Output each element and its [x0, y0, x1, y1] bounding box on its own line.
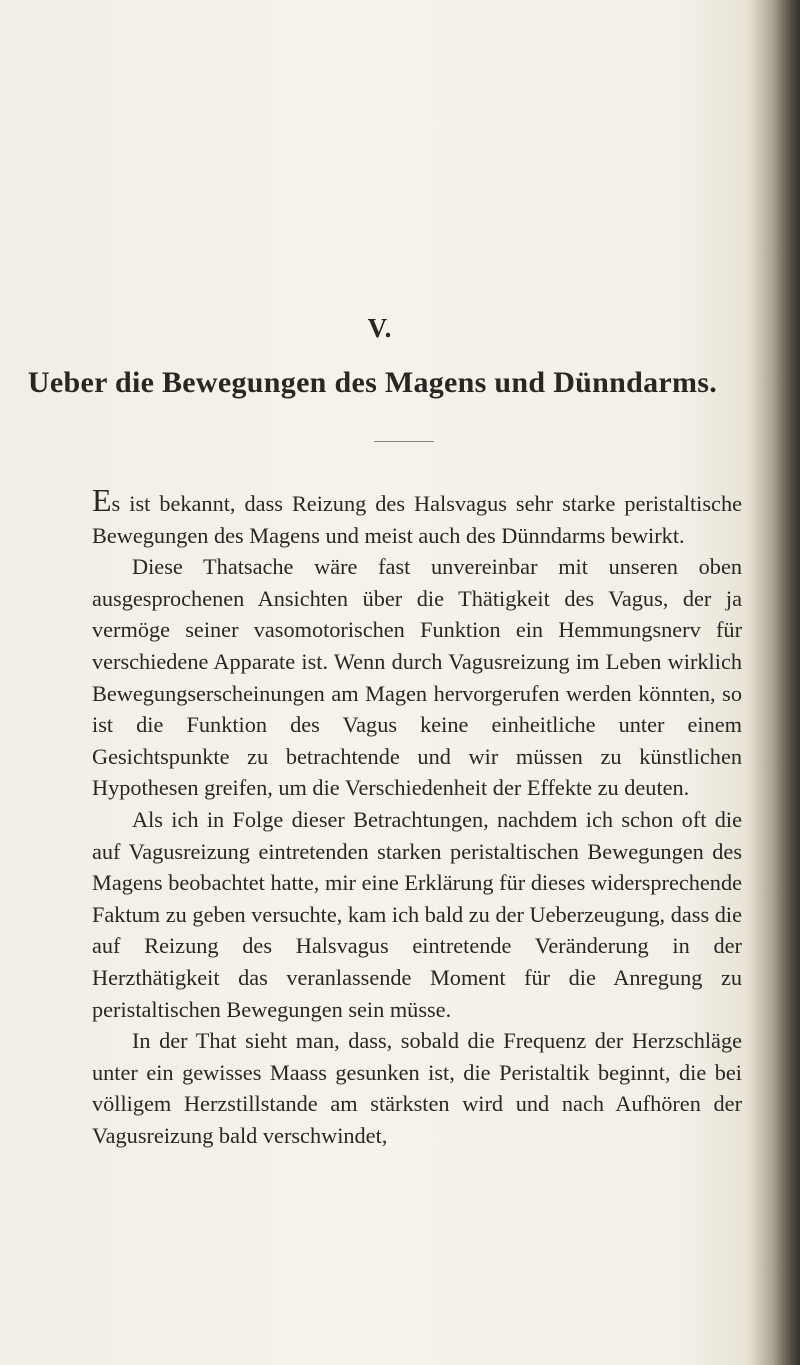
- paragraph-1-text: s ist bekannt, dass Reizung des Halsvagus sehr starke peristaltische Bewegungen des Magens und meist auch des Dünndarms bewirkt.: [92, 491, 742, 548]
- paragraph-2: Diese Thatsache wäre fast unvereinbar mit unseren oben ausgesprochenen Ansichten über die Thätigkeit des Vagus, der ja vermöge seiner vasomotorischen Funktion ein Hemmungsnerv für verschiedene Apparate ist. Wenn durch Vagusreizung im Leben wirklich Bewegungserscheinungen am Magen hervorgerufen werden könnten, so ist die Funktion des Vagus keine einheitliche unter einem Gesichtspunkte zu betrachtende und wir müssen zu künstlichen Hypothesen greifen, um die Verschiedenheit der Effekte zu deuten.: [92, 554, 742, 801]
- paragraph-3: Als ich in Folge dieser Betrachtungen, nachdem ich schon oft die auf Vagusreizung eintretenden starken peristaltischen Bewegungen des Magens beobachtet hatte, mir eine Erklärung für dieses widersprechende Faktum zu geben versuchte, kam ich bald zu der Ueberzeugung, dass die auf Reizung des Halsvagus eintretende Veränderung in der Herzthätigkeit das veranlassende Moment für die Anregung zu peristaltischen Bewegungen sein müsse.: [92, 806, 742, 1022]
- initial-letter: E: [92, 482, 112, 518]
- body-text: [92, 482, 742, 1151]
- chapter-title: Ueber die Bewegungen des Magens und Dünndarms.: [27, 366, 718, 399]
- paragraph-4: In der That sieht man, dass, sobald die Frequenz der Herzschläge unter ein gewisses Maass gesunken ist, die Peristaltik beginnt, die bei völligem Herzstillstande am stärksten wird und nach Aufhören der Vagusreizung bald verschwindet,: [92, 1028, 742, 1148]
- title-divider: [374, 441, 434, 442]
- chapter-number: V.: [367, 313, 393, 343]
- paragraph-1: [92, 482, 742, 551]
- page-edge-shadow: [752, 0, 800, 1365]
